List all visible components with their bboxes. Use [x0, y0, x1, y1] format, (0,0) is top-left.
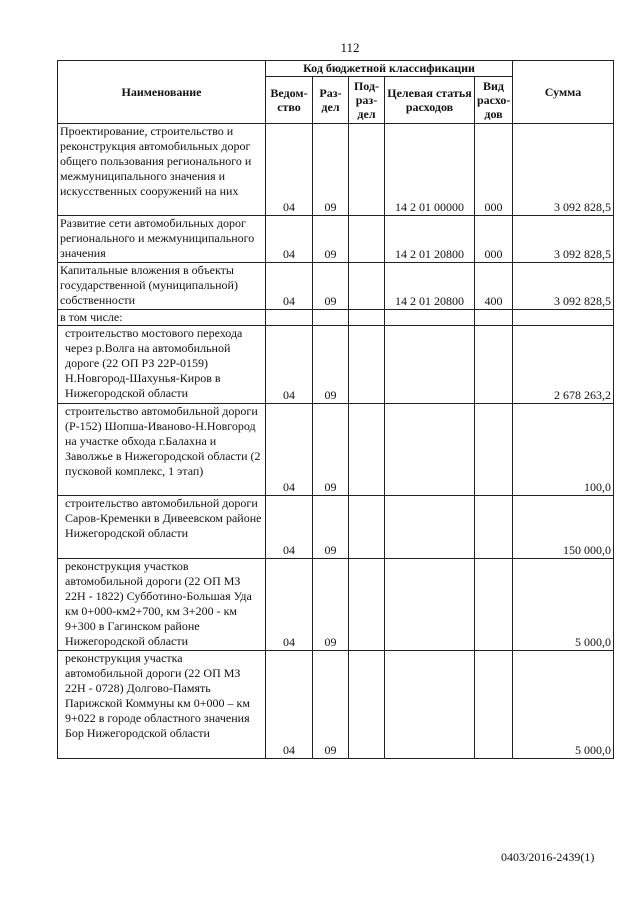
header-name: Наименование [58, 61, 266, 124]
row-vid [475, 651, 513, 759]
row-vedomstvo: 04 [266, 216, 313, 263]
row-razdel: 09 [313, 404, 349, 496]
row-razdel: 09 [313, 124, 349, 216]
header-vedomstvo: Ведом-ство [266, 77, 313, 124]
row-name: реконструкция участков автомобильной дороги (22 ОП МЗ 22Н - 1822) Субботино-Большая Уда км 0+000-км2+700, км 3+200 - км 9+300 в Гагинском районе Нижегородской области [58, 559, 266, 651]
table-row [58, 310, 614, 326]
row-vedomstvo: 04 [266, 559, 313, 651]
row-celevaya [385, 326, 475, 404]
row-vedomstvo: 04 [266, 404, 313, 496]
row-vid: 400 [475, 263, 513, 310]
row-name: строительство автомобильной дороги Саров-Кременки в Дивеевском районе Нижегородской области [58, 496, 266, 559]
row-razdel: 09 [313, 651, 349, 759]
row-celevaya [385, 651, 475, 759]
row-vid [475, 404, 513, 496]
row-name: Проектирование, строительство и реконструкция автомобильных дорог общего пользования регионального и межмуниципального значения и искусственных сооружений на них [58, 124, 266, 216]
table-row [58, 216, 614, 263]
row-razdel: 09 [313, 559, 349, 651]
row-vid: 000 [475, 124, 513, 216]
row-podrazdel [349, 651, 385, 759]
table-row [58, 404, 614, 496]
row-name: Развитие сети автомобильных дорог регионального и межмуниципального значения [58, 216, 266, 263]
row-podrazdel [349, 216, 385, 263]
budget-table [57, 60, 614, 759]
row-sum: 5 000,0 [513, 559, 614, 651]
row-podrazdel [349, 559, 385, 651]
row-vid: 000 [475, 216, 513, 263]
row-podrazdel [349, 496, 385, 559]
row-name: Капитальные вложения в объекты государственной (муниципальной) собственности [58, 263, 266, 310]
table-body [58, 124, 614, 759]
row-sum: 150 000,0 [513, 496, 614, 559]
table-row [58, 326, 614, 404]
row-sum: 5 000,0 [513, 651, 614, 759]
header-sum: Сумма [513, 61, 614, 124]
row-vedomstvo: 04 [266, 496, 313, 559]
document-code: 0403/2016-2439(1) [501, 850, 595, 864]
row-podrazdel [349, 404, 385, 496]
row-sum: 100,0 [513, 404, 614, 496]
table-row [58, 559, 614, 651]
row-celevaya [385, 404, 475, 496]
row-name: строительство автомобильной дороги (Р-152) Шопша-Иваново-Н.Новгород на участке обхода г.Балахна и Заволжье в Нижегородской области (2 пусковой комплекс, 1 этап) [58, 404, 266, 496]
header-podrazdel: Под-раз-дел [349, 77, 385, 124]
row-vid [475, 496, 513, 559]
row-podrazdel [349, 124, 385, 216]
row-celevaya: 14 2 01 20800 [385, 216, 475, 263]
row-razdel: 09 [313, 496, 349, 559]
row-celevaya: 14 2 01 00000 [385, 124, 475, 216]
table-row [58, 263, 614, 310]
row-celevaya [385, 310, 475, 326]
row-razdel: 09 [313, 326, 349, 404]
row-vedomstvo: 04 [266, 651, 313, 759]
row-vedomstvo [266, 310, 313, 326]
row-vedomstvo: 04 [266, 326, 313, 404]
page-number: 112 [340, 40, 360, 55]
row-razdel [313, 310, 349, 326]
row-sum: 3 092 828,5 [513, 124, 614, 216]
row-sum: 3 092 828,5 [513, 216, 614, 263]
header-vid: Вид расхо-дов [475, 77, 513, 124]
row-sum: 2 678 263,2 [513, 326, 614, 404]
row-name: реконструкция участка автомобильной дороги (22 ОП МЗ 22Н - 0728) Долгово-Память Парижской Коммуны км 0+000 – км 9+022 в городе областного значения Бор Нижегородской области [58, 651, 266, 759]
row-sum: 3 092 828,5 [513, 263, 614, 310]
row-razdel: 09 [313, 216, 349, 263]
row-vid [475, 326, 513, 404]
row-name: в том числе: [58, 310, 266, 326]
row-sum [513, 310, 614, 326]
table-row [58, 124, 614, 216]
row-celevaya [385, 559, 475, 651]
row-vedomstvo: 04 [266, 124, 313, 216]
row-name: строительство мостового перехода через р.Волга на автомобильной дороге (22 ОП РЗ 22Р-0159) Н.Новгород-Шахунья-Киров в Нижегородской области [58, 326, 266, 404]
table-row [58, 651, 614, 759]
row-celevaya [385, 496, 475, 559]
table-row [58, 496, 614, 559]
header-razdel: Раз-дел [313, 77, 349, 124]
row-podrazdel [349, 310, 385, 326]
row-vid [475, 559, 513, 651]
row-podrazdel [349, 326, 385, 404]
row-vedomstvo: 04 [266, 263, 313, 310]
row-razdel: 09 [313, 263, 349, 310]
header-code-group: Код бюджетной классификации [266, 61, 513, 77]
row-podrazdel [349, 263, 385, 310]
header-celevaya: Целевая статья расходов [385, 77, 475, 124]
row-celevaya: 14 2 01 20800 [385, 263, 475, 310]
row-vid [475, 310, 513, 326]
